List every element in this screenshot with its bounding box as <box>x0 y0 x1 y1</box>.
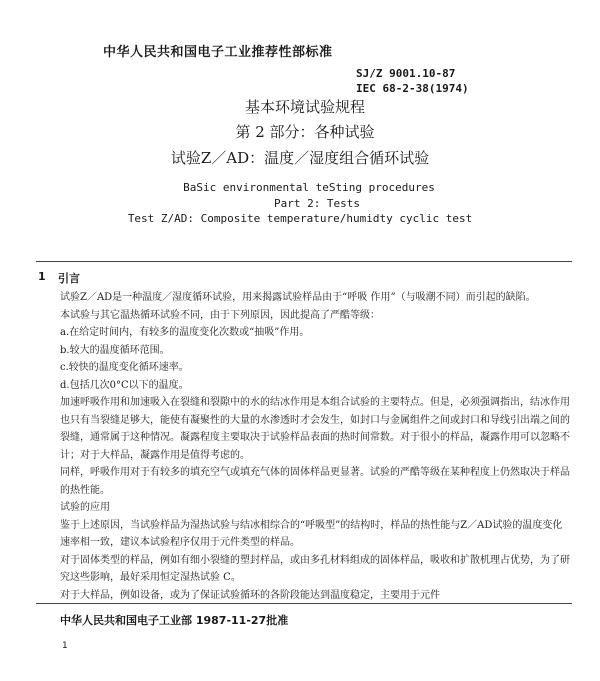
iec-code: IEC 68-2-38(1974) <box>356 82 469 95</box>
standard-code: SJ/Z 9001.10-87 <box>356 67 456 80</box>
paragraph-1: 试验Z／AD是一种温度／湿度循环试验，用来揭露试验样品由于“呼吸 作用”（与吸潮不同）而引起的缺陷。 <box>60 292 536 303</box>
paragraph-6: 鉴于上述原因，当试验样品为湿热试验与结冰相综合的“呼吸型”的结构时，样品的热性能与Z／AD试验的温度变化速率相一致，建议本试验程序仅用于元件类型的样品。 <box>60 519 563 548</box>
section-title: 引言 <box>58 272 80 285</box>
paragraph-3: 加速呼吸作用和加速吸入在裂缝和裂隙中的水的结冰作用是本组合试验的主要特点。但是，必须强调指出，结冰作用也只有当裂缝足够大，能使有凝聚性的大量的水渗透时才会发生，如封口与金属组件之间或封口和导线引出端之间的裂缝，通常属于这种情况。凝露程度主要取决于试验样品表面的热时间常数。对于很小的样品，凝露作用可以忽略不计；对于大样品，凝露作用是值得考虑的。 <box>60 397 570 461</box>
approval-line: 中华人民共和国电子工业部 1987-11-27批准 <box>60 614 289 627</box>
list-item-c: c.较快的温度变化循环速率。 <box>60 362 189 373</box>
title-zh-line-3: 试验Z／AD：温度／湿度组合循环试验 <box>170 149 430 167</box>
list-item-a: a.在给定时间内，有较多的温度变化次数或“抽吸”作用。 <box>60 327 310 338</box>
paragraph-7: 对于固体类型的样品，例如有细小裂缝的塑封样品，或由多孔材料组成的固体样品，吸收和扩散机理占优势，为了研究这些影响，最好采用恒定湿热试验 C。 <box>60 554 570 583</box>
list-item-b: b.较大的温度循环范围。 <box>60 344 170 356</box>
paragraph-5: 试验的应用 <box>60 502 110 513</box>
title-zh-line-2: 第 2 部分：各种试验 <box>235 123 375 141</box>
paragraph-4: 同样，呼吸作用对于有较多的填充空气或填充气体的固体样品更显著。试验的严酷等级在某种程度上仍然取决于样品的热性能。 <box>60 467 570 496</box>
footer-divider <box>36 603 572 604</box>
title-en-line-1: BaSic environmental teSting procedures <box>183 181 435 194</box>
paragraph-2: 本试验与其它温热循环试验不同，由于下列原因，因此提高了严酷等级： <box>60 309 380 321</box>
section-number: 1 <box>38 270 46 283</box>
issuing-organization: 中华人民共和国电子工业推荐性部标准 <box>103 45 333 60</box>
paragraph-8: 对于大样品，例如设备，或为了保证试验循环的各阶段能达到温度稳定，主要用于元件 <box>60 589 440 601</box>
title-en-line-2: Part 2: Tests <box>273 197 361 210</box>
list-item-d: d.包括几次0°C以下的温度。 <box>60 379 189 391</box>
title-zh-line-1: 基本环境试验规程 <box>244 98 365 116</box>
title-en-line-3: Test Z/AD: Composite temperature/humidty cyclic test <box>127 212 473 225</box>
body-text <box>60 289 572 604</box>
header-divider <box>36 261 572 262</box>
page-number: 1 <box>62 641 68 651</box>
